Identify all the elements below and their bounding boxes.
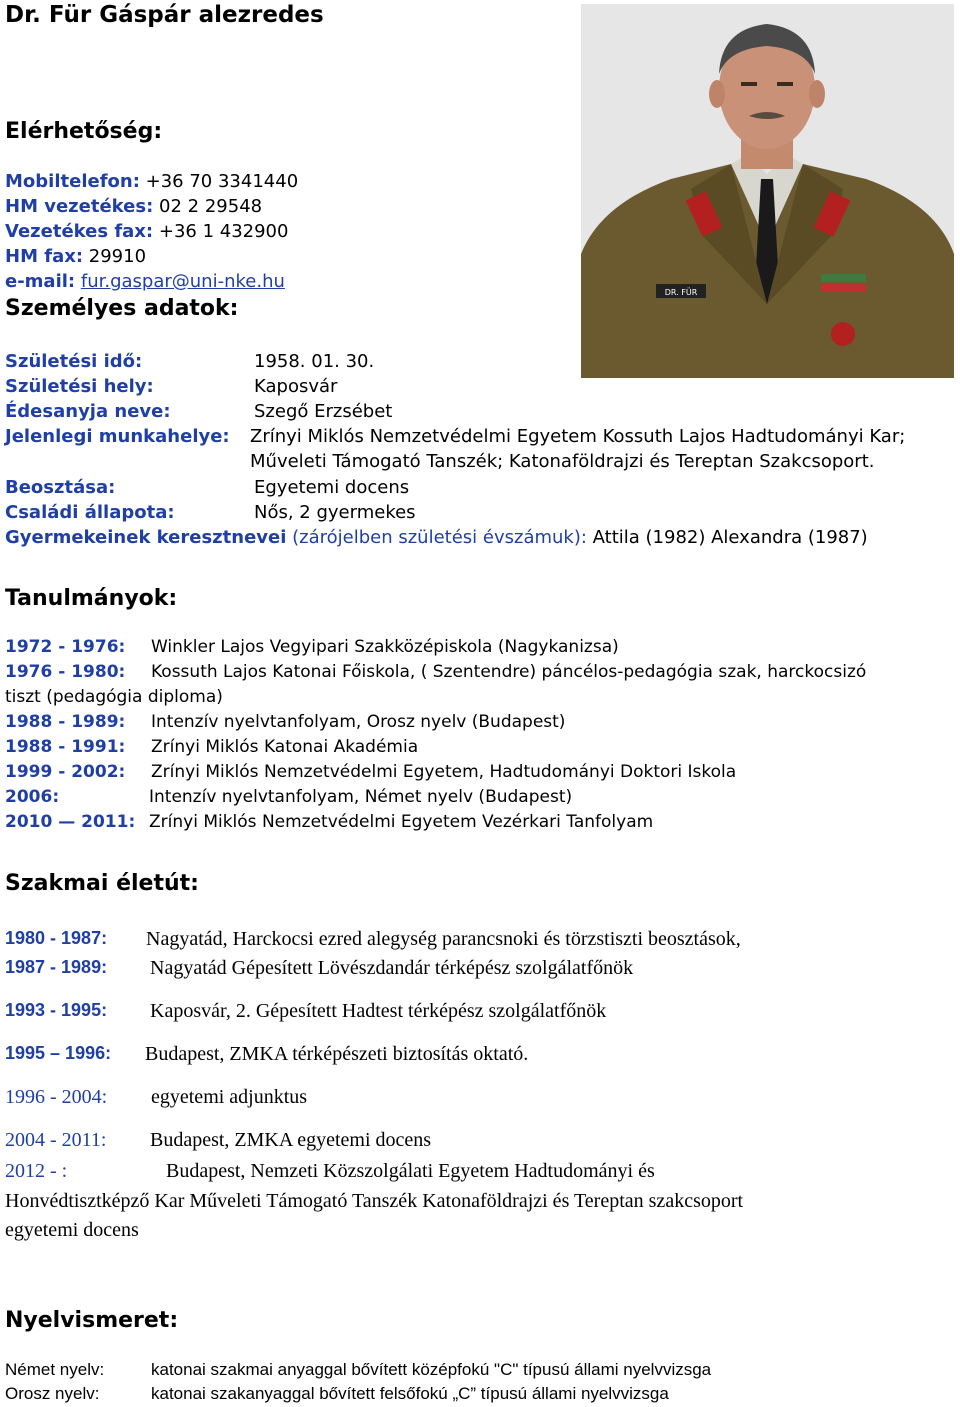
workplace-label: Jelenlegi munkahelye:: [5, 426, 230, 447]
portrait-photo: [581, 4, 954, 378]
study-text: tiszt (pedagógia diploma): [5, 687, 223, 707]
email-row: [5, 271, 285, 292]
children-row: [5, 527, 868, 548]
study-years: 1972 - 1976:: [5, 637, 126, 657]
portrait-illustration: [581, 4, 954, 378]
language-label: Orosz nyelv:: [5, 1384, 100, 1403]
career-years: 2012 - :: [5, 1160, 68, 1182]
study-years: 1988 - 1989:: [5, 712, 126, 732]
career-years: 1980 - 1987:: [5, 928, 108, 948]
children-value: Attila (1982) Alexandra (1987): [592, 527, 868, 548]
career-continuation-line1: Honvédtisztképző Kar Műveleti Támogató Tanszék Katonaföldrajzi és Tereptan szakcsoport: [5, 1190, 744, 1212]
birth-place-label: Születési hely:: [5, 376, 154, 397]
career-years: 1993 - 1995:: [5, 1000, 108, 1020]
mobile-row: [5, 171, 298, 192]
hm-phone-row: [5, 196, 262, 217]
study-years: 1976 - 1980:: [5, 662, 126, 682]
personal-heading: Személyes adatok:: [5, 296, 239, 321]
career-text: Budapest, ZMKA egyetemi docens: [150, 1129, 432, 1151]
study-text: Winkler Lajos Vegyipari Szakközépiskola (Nagykanizsa): [151, 637, 619, 657]
study-text: Intenzív nyelvtanfolyam, Német nyelv (Budapest): [149, 787, 573, 807]
children-label-note: (zárójelben születési évszámuk):: [292, 527, 587, 548]
hm-fax-value: 29910: [88, 246, 147, 267]
birth-place-value: Kaposvár: [254, 376, 338, 397]
fax-row: [5, 221, 288, 242]
family-value: Nős, 2 gyermekes: [254, 502, 416, 523]
position-label: Beosztása:: [5, 477, 116, 498]
mobile-label: Mobiltelefon:: [5, 171, 140, 192]
study-years: 2006:: [5, 787, 60, 807]
career-text: Budapest, ZMKA térképészeti biztosítás oktató.: [145, 1043, 529, 1065]
mother-value: Szegő Erzsébet: [254, 401, 393, 422]
mother-label: Édesanyja neve:: [5, 401, 171, 422]
workplace-line1: Zrínyi Miklós Nemzetvédelmi Egyetem Kossuth Lajos Hadtudományi Kar;: [250, 426, 906, 447]
hm-fax-label: HM fax:: [5, 246, 84, 267]
hm-phone-label: HM vezetékes:: [5, 196, 154, 217]
hm-phone-value: 02 2 29548: [159, 196, 263, 217]
birth-date-value: 1958. 01. 30.: [254, 351, 375, 372]
study-years: 1999 - 2002:: [5, 762, 126, 782]
study-years: 2010 — 2011:: [5, 812, 136, 832]
career-continuation-line2: egyetemi docens: [5, 1219, 139, 1241]
study-text: Zrínyi Miklós Katonai Akadémia: [151, 737, 419, 757]
language-text: katonai szakanyaggal bővített felsőfokú „C” típusú állami nyelvvizsga: [151, 1384, 669, 1403]
career-years: 1987 - 1989:: [5, 957, 108, 977]
career-text: Nagyatád, Harckocsi ezred alegység parancsnoki és törzstiszti beosztások,: [146, 928, 741, 950]
languages-heading: Nyelvismeret:: [5, 1308, 179, 1333]
birth-date-label: Születési idő:: [5, 351, 143, 372]
family-label: Családi állapota:: [5, 502, 175, 523]
name-tag-text: DR. FÜR: [664, 288, 698, 297]
studies-heading: Tanulmányok:: [5, 586, 178, 611]
study-text: Intenzív nyelvtanfolyam, Orosz nyelv (Budapest): [151, 712, 566, 732]
fax-label: Vezetékes fax:: [5, 221, 154, 242]
study-years: 1988 - 1991:: [5, 737, 126, 757]
career-text: egyetemi adjunktus: [151, 1086, 308, 1108]
study-text: Zrínyi Miklós Nemzetvédelmi Egyetem, Hadtudományi Doktori Iskola: [151, 762, 737, 782]
language-label: Német nyelv:: [5, 1360, 105, 1379]
career-years: 1995 – 1996:: [5, 1043, 112, 1063]
career-heading: Szakmai életút:: [5, 871, 199, 896]
career-text: Kaposvár, 2. Gépesített Hadtest térképész szolgálatfőnök: [150, 1000, 607, 1022]
language-text: katonai szakmai anyaggal bővített középfokú "C" típusú állami nyelvvizsga: [151, 1360, 712, 1379]
fax-value: +36 1 432900: [158, 221, 289, 242]
career-years: 2004 - 2011:: [5, 1129, 107, 1151]
email-link[interactable]: fur.gaspar@uni-nke.hu: [80, 271, 285, 292]
workplace-line2: Műveleti Támogató Tanszék; Katonaföldrajzi és Tereptan Szakcsoport.: [250, 451, 875, 472]
career-text: Nagyatád Gépesített Lövészdandár térképész szolgálatfőnök: [150, 957, 634, 979]
study-text: Zrínyi Miklós Nemzetvédelmi Egyetem Vezérkari Tanfolyam: [149, 812, 654, 832]
position-value: Egyetemi docens: [254, 477, 410, 498]
page-title: Dr. Für Gáspár alezredes: [5, 2, 324, 28]
career-years: 1996 - 2004:: [5, 1086, 108, 1108]
contact-heading: Elérhetőség:: [5, 119, 163, 144]
study-text: Kossuth Lajos Katonai Főiskola, ( Szentendre) páncélos-pedagógia szak, harckocsizó: [151, 662, 867, 682]
hm-fax-row: [5, 246, 146, 267]
email-label: e-mail:: [5, 271, 76, 292]
children-label: Gyermekeinek keresztnevei: [5, 527, 287, 548]
mobile-value: +36 70 3341440: [145, 171, 299, 192]
career-text: Budapest, Nemzeti Közszolgálati Egyetem Hadtudományi és: [166, 1160, 655, 1182]
